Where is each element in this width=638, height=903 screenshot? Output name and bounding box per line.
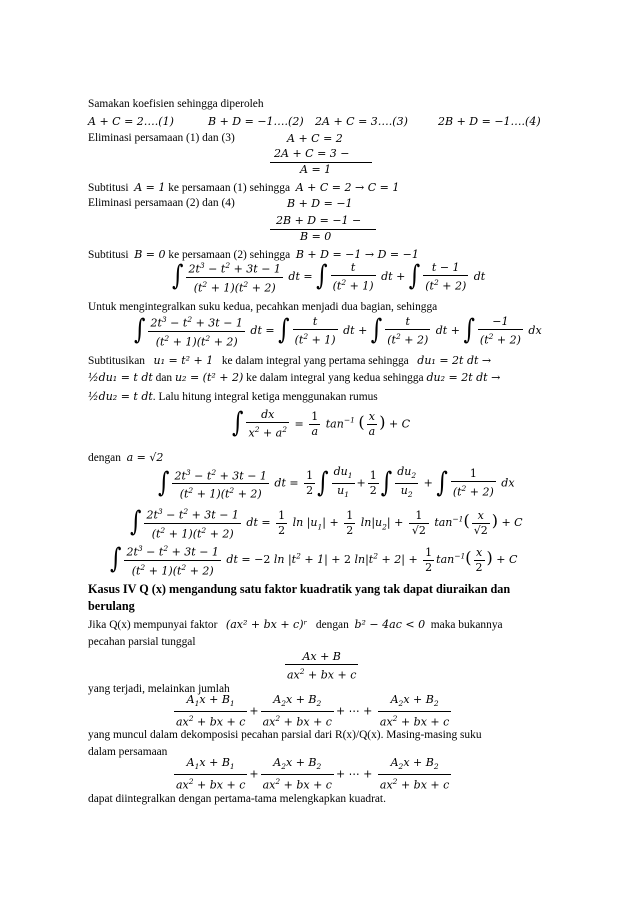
elimination-result: A = 1 — [300, 163, 332, 176]
text-line: Subtitusikan u₁ = t² + 1 ke dalam integral yang pertama sehingga du₁ = 2t dt → — [88, 354, 492, 367]
equation-1: A + C = 2….(1) — [88, 115, 174, 128]
text-line: dapat diintegralkan dengan pertama-tama melengkapkan kuadrat. — [88, 793, 386, 805]
fraction-sum-1: $\frac{A_1x + B_1}{ax^2 + bx + c}$ + $\frac{A_2x + B_2}{ax^2 + bx + c}$ + ⋯ + $\frac{A_2x + B_2}{ax^2 + bx + c}$ — [176, 693, 450, 729]
equation-4: 2B + D = −1….(4) — [438, 115, 541, 128]
integral-equation-2: ∫ $\frac{2t^3 - t^2 + 3t - 1}{(t^2 + 1)(t^2 + 2)}$ dt = ∫ $\frac{t}{(t^2 + 1)}$ dt + ∫ $\frac{t}{(t^2 + 2)}$ dt + ∫ $\frac{-1}{(t^2 + 2)}$ dx — [134, 314, 542, 349]
text-line: Samakan koefisien sehingga diperoleh — [88, 98, 264, 110]
section-heading: Kasus IV Q (x) mengandung satu faktor kuadratik yang tak dapat diuraikan dan — [88, 582, 511, 596]
elimination-row-2: 2B + D = −1 − — [276, 214, 362, 227]
text-line: pecahan parsial tunggal — [88, 636, 196, 648]
fraction-sum-2: $\frac{A_1x + B_1}{ax^2 + bx + c}$ + $\frac{A_2x + B_2}{ax^2 + bx + c}$ + ⋯ + $\frac{A_2x + B_2}{ax^2 + bx + c}$ — [176, 756, 450, 792]
text-line: yang terjadi, melainkan jumlah — [88, 683, 230, 695]
text-line: Subtitusi A = 1 ke persamaan (1) sehingga A + C = 2 → C = 1 — [88, 181, 400, 194]
elimination-row-1: A + C = 2 — [287, 132, 343, 145]
text-line: Untuk mengintegralkan suku kedua, pecahkan menjadi dua bagian, sehingga — [88, 301, 438, 313]
text-line: Jika Q(x) mempunyai faktor (ax² + bx + c)ʳ dengan b² − 4ac < 0 maka bukannya — [88, 618, 503, 631]
section-heading: berulang — [88, 599, 135, 613]
text-line: ½du₂ = t dt. Lalu hitung integral ketiga menggunakan rumus — [88, 390, 378, 403]
text-line: Eliminasi persamaan (1) dan (3) — [88, 132, 235, 144]
integral-equation-4: ∫ $\frac{2t^3 - t^2 + 3t - 1}{(t^2 + 1)(t^2 + 2)}$ dt = $\frac{1}{2}$ $\ln |u_1|$ + $\frac{1}{2}$ $\ln|u_2|$ + $\frac{1}{√2}$ $\tan^{-1}$( $\frac{x}{√2}$ ) + C — [130, 506, 523, 541]
integral-equation-5: ∫ $\frac{2t^3 - t^2 + 3t - 1}{(t^2 + 1)(t^2 + 2)}$ dt = −2 $\ln |t^2 + 1| + 2$ $\ln|t^2 + 2|$ + $\frac{1}{2}$ $\tan^{-1}$( $\frac{x}{2}$ ) + C — [110, 543, 518, 578]
text-line: Eliminasi persamaan (2) dan (4) — [88, 197, 235, 209]
text-line: ½du₁ = t dt dan u₂ = (t² + 2) ke dalam integral yang kedua sehingga du₂ = 2t dt → — [88, 371, 501, 384]
text-line: Subtitusi B = 0 ke persamaan (2) sehingga B + D = −1 → D = −1 — [88, 248, 419, 261]
elimination-result: B = 0 — [300, 230, 332, 243]
equation-2: B + D = −1….(2) — [208, 115, 304, 128]
formula-arctan: ∫ $\frac{dx}{x^2 + a^2}$ = $\frac{1}{a}$ $\tan^{-1}$ ( $\frac{x}{a}$ ) + C — [232, 408, 411, 440]
text-line: dengan a = √2 — [88, 451, 164, 464]
integral-equation-3: ∫ $\frac{2t^3 - t^2 + 3t - 1}{(t^2 + 1)(t^2 + 2)}$ dt = $\frac{1}{2}$ ∫ $\frac{du_1}{u_1}$ + $\frac{1}{2}$ ∫ $\frac{du_2}{u_2}$ + ∫ $\frac{1}{(t^2 + 2)}$ dx — [158, 465, 515, 501]
text-line: dalam persamaan — [88, 746, 168, 758]
text-line: yang muncul dalam dekomposisi pecahan parsial dari R(x)/Q(x). Masing-masing suku — [88, 729, 482, 741]
integral-equation-1: ∫ $\frac{2t^3 - t^2 + 3t - 1}{(t^2 + 1)(t^2 + 2)}$ dt = ∫ $\frac{t}{(t^2 + 1)}$ dt + ∫ $\frac{t - 1}{(t^2 + 2)}$ dt — [172, 260, 486, 295]
elimination-row-1: B + D = −1 — [287, 197, 353, 210]
elimination-row-2: 2A + C = 3 − — [274, 147, 350, 160]
equation-3: 2A + C = 3….(3) — [315, 115, 408, 128]
fraction-single: $\frac{Ax + B}{ax^2 + bx + c}$ — [287, 650, 357, 682]
